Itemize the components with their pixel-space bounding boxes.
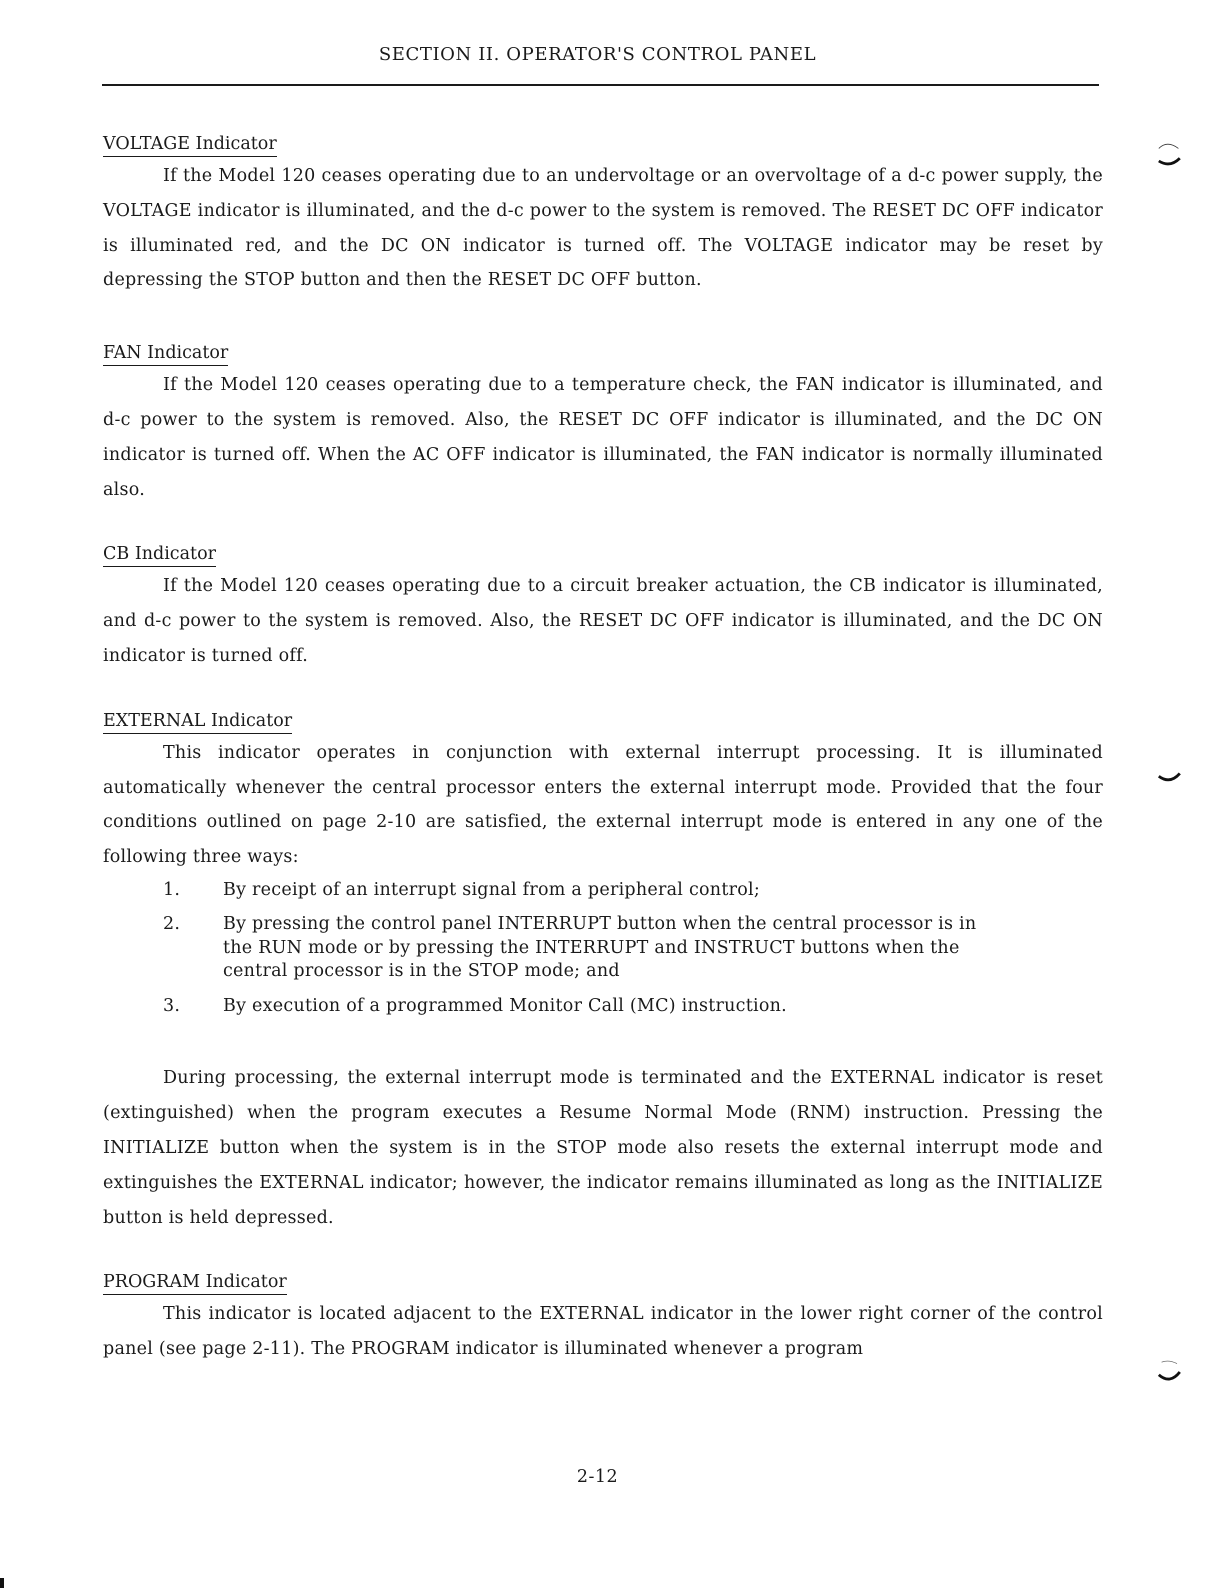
interrupt-methods-list xyxy=(103,879,1103,1019)
list-item-text: By execution of a programmed Monitor Call (MC) instruction. xyxy=(223,995,787,1016)
spacer xyxy=(103,674,1103,710)
list-item xyxy=(103,995,1103,1019)
list-item xyxy=(103,913,1103,984)
header-rule xyxy=(102,84,1099,86)
list-item-number: 1. xyxy=(163,879,181,900)
paragraph-external-intro: This indicator operates in conjunction with external interrupt processing. It is illuminated automatically whenever the central processor enters the external interrupt mode. Provided that the four conditions outlined on page 2-10 are satisfied, the external interrupt mode is entered in any one of the following three ways: xyxy=(103,742,1103,868)
paragraph-fan: If the Model 120 ceases operating due to a temperature check, the FAN indicator is illuminated, and d-c power to the system is removed. Also, the RESET DC OFF indicator is illuminated, and the DC ON indicator is turned off. When the AC OFF indicator is illuminated, the FAN indicator is normally illuminated also. xyxy=(103,375,1103,500)
spacer xyxy=(103,507,1103,543)
section-cb xyxy=(103,543,1103,673)
heading-cb-indicator: CB Indicator xyxy=(103,543,216,567)
section-voltage xyxy=(103,133,1103,298)
page-number: 2-12 xyxy=(576,1467,619,1487)
binder-hole-mark-1 xyxy=(1152,140,1188,168)
section-external xyxy=(103,710,1103,1236)
paragraph-external-processing: During processing, the external interrupt mode is terminated and the EXTERNAL indicator is reset (extinguished) when the program executes a Resume Normal Mode (RNM) instruction. Pressing the INITIALIZE button when the system is in the STOP mode also resets the external interrupt mode and extinguishes the EXTERNAL indicator; however, the indicator remains illuminated as long as the INITIALIZE button is held depressed. xyxy=(103,1068,1103,1228)
spacer xyxy=(103,298,1103,342)
list-item-number: 2. xyxy=(163,914,181,935)
paragraph-cb: If the Model 120 ceases operating due to a circuit breaker actuation, the CB indicator is illuminated, and d-c power to the system is removed. Also, the RESET DC OFF indicator is illuminated, and the DC ON indicator is turned off. xyxy=(103,576,1103,666)
paragraph-voltage: If the Model 120 ceases operating due to an undervoltage or an overvoltage of a d-c power supply, the VOLTAGE indicator is illuminated, and the d-c power to the system is removed. The RESET DC OFF indicator is illuminated red, and the DC ON indicator is turned off. The VOLTAGE indicator may be reset by depressing the STOP button and then the RESET DC OFF button. xyxy=(103,166,1103,291)
list-item-text: By receipt of an interrupt signal from a peripheral control; xyxy=(223,879,761,900)
heading-voltage-indicator: VOLTAGE Indicator xyxy=(103,133,277,157)
heading-fan-indicator: FAN Indicator xyxy=(103,342,228,366)
paragraph-program: This indicator is located adjacent to the EXTERNAL indicator in the lower right corner of the control panel (see page 2-11). The PROGRAM indicator is illuminated whenever a program xyxy=(103,1304,1103,1360)
binder-hole-mark-2 xyxy=(1152,758,1188,786)
spacer xyxy=(103,1029,1103,1061)
section-fan xyxy=(103,342,1103,507)
page-header: SECTION II. OPERATOR'S CONTROL PANEL xyxy=(378,44,817,65)
list-item-text: By pressing the control panel INTERRUPT button when the central processor is in the RUN mode or by pressing the INTERRUPT and INSTRUCT buttons when the central processor is in the STOP mode; and xyxy=(223,914,977,982)
binder-hole-mark-3 xyxy=(1152,1358,1188,1386)
heading-external-indicator: EXTERNAL Indicator xyxy=(103,710,292,734)
section-program xyxy=(103,1271,1103,1367)
spacer xyxy=(103,1235,1103,1271)
heading-program-indicator: PROGRAM Indicator xyxy=(103,1271,287,1295)
list-item-number: 3. xyxy=(163,995,181,1016)
page-body xyxy=(103,133,1103,1367)
scan-edge-mark xyxy=(0,1578,4,1588)
list-item xyxy=(103,879,1103,903)
